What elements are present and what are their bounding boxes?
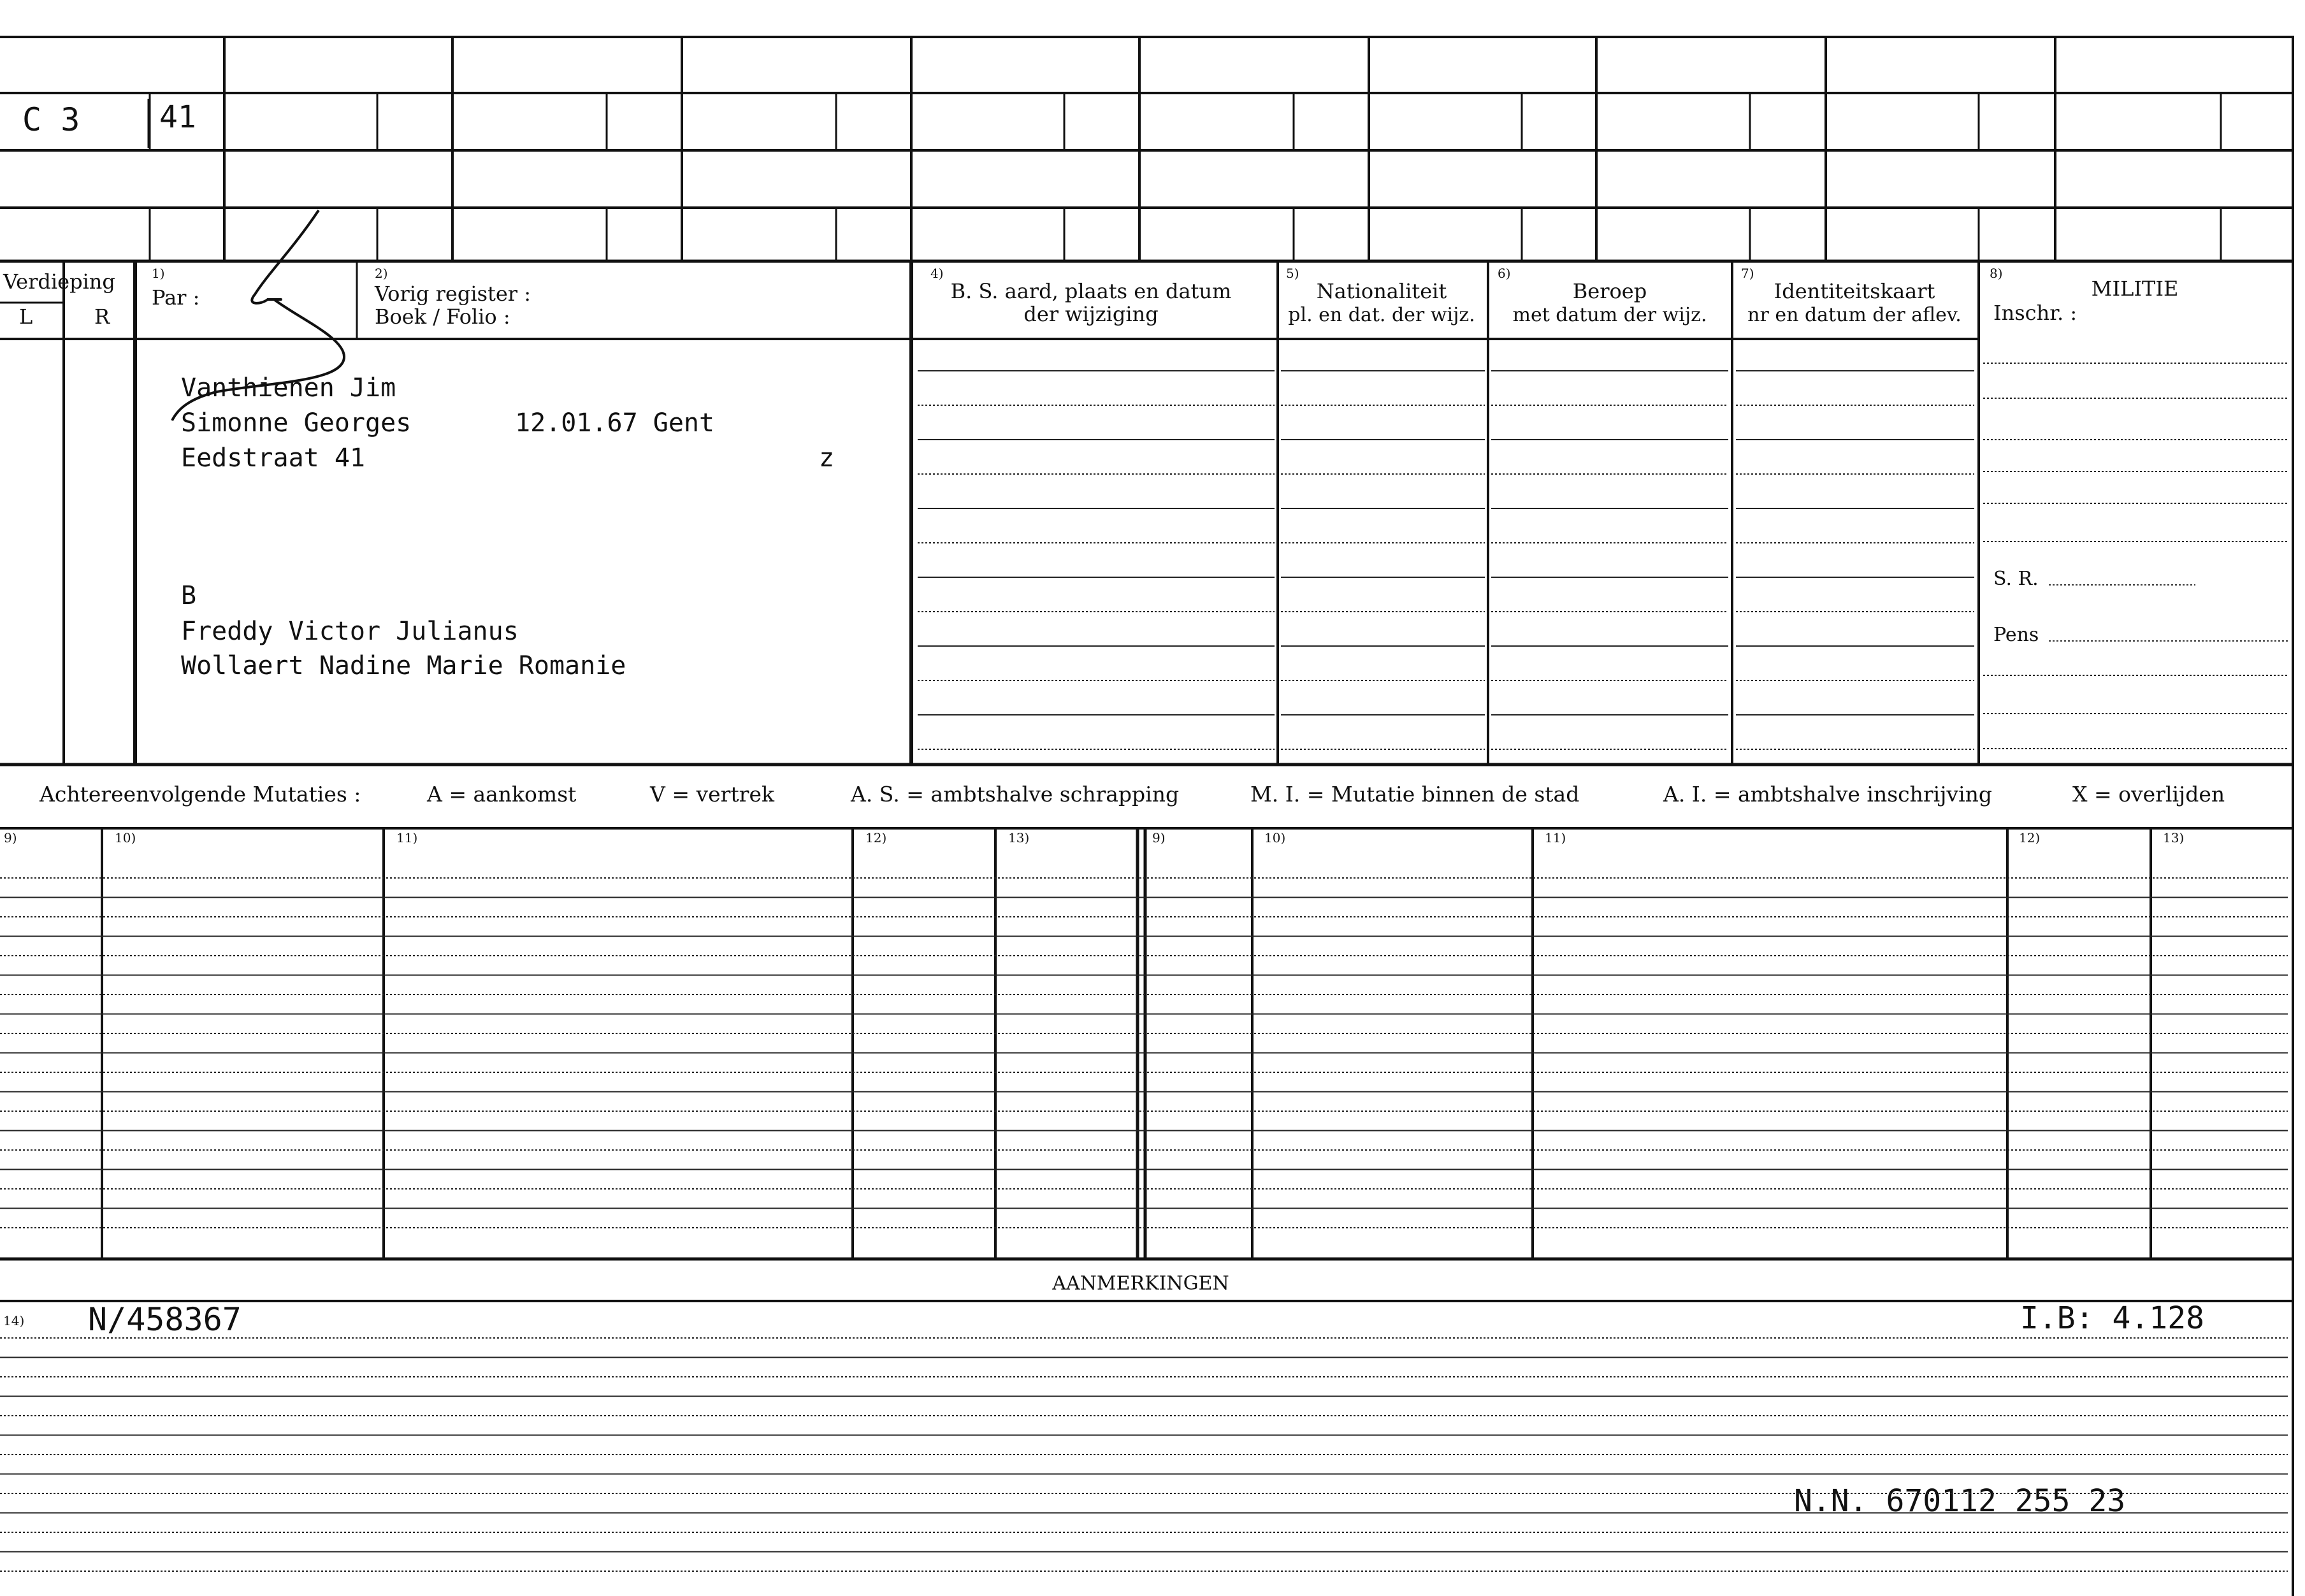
col6-number: 6) [1498, 266, 1511, 281]
mutation-col-10a: 10) [115, 830, 136, 845]
mutation-col-13a: 13) [1008, 830, 1030, 845]
col2-number: 2) [375, 266, 388, 281]
top-grid [0, 37, 2294, 1596]
col2-line1: Vorig register : [375, 282, 531, 306]
person-line-6: Wollaert Nadine Marie Romanie [181, 651, 626, 680]
col4-number: 4) [930, 266, 944, 281]
col6-line2: met datum der wijz. [1512, 304, 1707, 326]
mutation-column-numbers [4, 830, 2184, 845]
mutation-col-13b: 13) [2163, 830, 2185, 845]
col1-label: Par : [152, 285, 200, 310]
legend-item-schrapping: A. S. = ambtshalve schrapping [851, 782, 1180, 807]
person-line-1: Vanthienen Jim [181, 373, 396, 403]
verdieping-left: L [19, 305, 33, 329]
remarks-nn: N.N. 670112 255 23 [1794, 1483, 2126, 1519]
person-line-5: Freddy Victor Julianus [181, 617, 519, 646]
col2-line2: Boek / Folio : [375, 305, 510, 329]
legend-item-aankomst: A = aankomst [427, 782, 577, 807]
person-line-3: Eedstraat 41 [181, 443, 365, 473]
col7-line1: Identiteitskaart [1774, 279, 1935, 303]
mutation-col-9a: 9) [4, 830, 17, 845]
mutation-col-11b: 11) [1545, 830, 1566, 845]
remarks-title: AANMERKINGEN [1052, 1272, 1229, 1295]
person-line-2-date: 12.01.67 Gent [515, 408, 715, 438]
col1-number: 1) [152, 266, 165, 281]
row-code: C 3 [22, 101, 80, 138]
person-line-2-name: Simonne Georges [181, 408, 412, 438]
col6-line1: Beroep [1572, 279, 1647, 303]
person-block [181, 373, 834, 680]
mutation-col-12a: 12) [865, 830, 887, 845]
person-mark-z: z [819, 443, 835, 473]
militie-title: MILITIE [2091, 277, 2179, 301]
mutation-col-11a: 11) [396, 830, 418, 845]
col7-line2: nr en datum der aflev. [1747, 304, 1962, 326]
legend-item-overlijden: X = overlijden [2072, 782, 2225, 807]
person-letter-b: B [181, 581, 197, 610]
col4-line1: B. S. aard, plaats en datum [950, 279, 1232, 303]
header-row-lines [0, 261, 2294, 765]
col5-line2: pl. en dat. der wijz. [1288, 304, 1475, 326]
remarks-number: 14) [3, 1313, 25, 1328]
ruled-lines [918, 363, 2289, 749]
col4-line2: der wijziging [1023, 302, 1159, 326]
legend-label: Achtereenvolgende Mutaties : [40, 782, 361, 807]
militie-sr: S. R. [1993, 568, 2039, 590]
legend-item-vertrek: V = vertrek [650, 782, 774, 807]
row-number: 41 [159, 99, 196, 135]
mutation-grid [0, 828, 2294, 1259]
remarks-ruled-lines [0, 1338, 2288, 1571]
legend-item-inschrijving: A. I. = ambtshalve inschrijving [1663, 782, 1993, 807]
mutation-legend [39, 782, 2225, 807]
verdieping-label: Verdieping [3, 270, 115, 294]
mutation-col-10b: 10) [1264, 830, 1286, 845]
mutation-col-12b: 12) [2019, 830, 2041, 845]
col5-number: 5) [1286, 266, 1299, 281]
verdieping-right: R [94, 305, 110, 329]
militie-inschr: Inschr. : [1993, 301, 2077, 325]
col5-line1: Nationaliteit [1316, 279, 1447, 303]
col7-number: 7) [1741, 266, 1754, 281]
mutation-col-9b: 9) [1152, 830, 1166, 845]
col8-number: 8) [1990, 266, 2003, 281]
remarks-entry: N/458367 [88, 1301, 242, 1338]
militie-pens: Pens [1993, 624, 2039, 646]
legend-item-mutatie: M. I. = Mutatie binnen de stad [1250, 782, 1580, 807]
remarks-ib: I.B: 4.128 [2020, 1300, 2204, 1336]
